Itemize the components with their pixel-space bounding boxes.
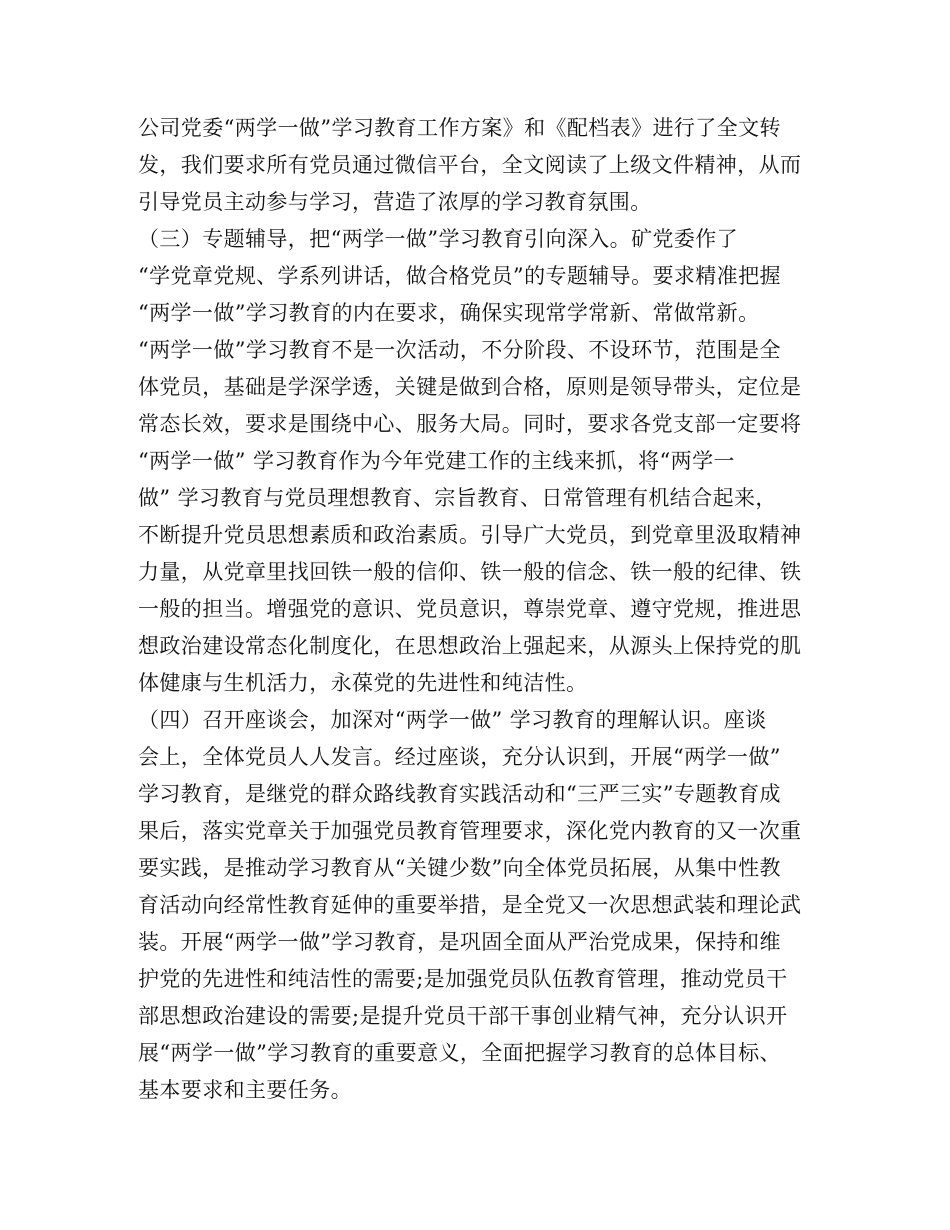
text-line: 展“两学一做”学习教育的重要意义，全面把握学习教育的总体目标、 xyxy=(138,1041,781,1065)
body-text xyxy=(138,110,818,1109)
text-line: “两学一做”学习教育不是一次活动，不分阶段、不设环节，范围是全 xyxy=(138,338,781,362)
text-line: （三）专题辅导，把“两学一做”学习教育引向深入。矿党委作了 xyxy=(138,227,739,251)
text-line: 公司党委“两学一做”学习教育工作方案》和《配档表》进行了全文转 xyxy=(138,116,781,140)
text-line: 装。开展“两学一做”学习教育，是巩固全面从严治党成果，保持和维 xyxy=(138,930,781,954)
text-line: 学习教育，是继党的群众路线教育实践活动和“三严三实”专题教育成 xyxy=(138,782,781,806)
text-line: “学党章党规、学系列讲话，做合格党员”的专题辅导。要求精准把握 xyxy=(138,264,781,288)
text-line: 做” 学习教育与党员理想教育、宗旨教育、日常管理有机结合起来， xyxy=(138,486,777,510)
text-line: （四）召开座谈会，加深对“两学一做” 学习教育的理解认识。座谈 xyxy=(138,708,767,732)
text-line: 发，我们要求所有党员通过微信平台，全文阅读了上级文件精神，从而 xyxy=(138,153,802,177)
text-line: 体党员，基础是学深学透，关键是做到合格，原则是领导带头，定位是 xyxy=(138,375,802,399)
text-line: 果后，落实党章关于加强党员教育管理要求，深化党内教育的又一次重 xyxy=(138,819,802,843)
text-line: 力量，从党章里找回铁一般的信仰、铁一般的信念、铁一般的纪律、铁 xyxy=(138,560,802,584)
text-line: “两学一做”学习教育的内在要求，确保实现常学常新、常做常新。 xyxy=(138,301,760,325)
text-line: 基本要求和主要任务。 xyxy=(138,1078,352,1102)
text-line: 要实践，是推动学习教育从“关键少数”向全体党员拓展，从集中性教 xyxy=(138,856,781,880)
text-line: 护党的先进性和纯洁性的需要;是加强党员队伍教育管理，推动党员干 xyxy=(138,967,788,991)
text-line: 引导党员主动参与学习，营造了浓厚的学习教育氛围。 xyxy=(138,190,652,214)
text-line: 育活动向经常性教育延伸的重要举措，是全党又一次思想武装和理论武 xyxy=(138,893,802,917)
text-line: 体健康与生机活力，永葆党的先进性和纯洁性。 xyxy=(138,671,588,695)
text-line: 常态长效，要求是围绕中心、服务大局。同时，要求各党支部一定要将 xyxy=(138,412,802,436)
text-line: “两学一做” 学习教育作为今年党建工作的主线来抓，将“两学一 xyxy=(138,449,735,473)
text-line: 一般的担当。增强党的意识、党员意识，尊崇党章、遵守党规，推进思 xyxy=(138,597,802,621)
text-line: 想政治建设常态化制度化，在思想政治上强起来，从源头上保持党的肌 xyxy=(138,634,802,658)
text-line: 会上，全体党员人人发言。经过座谈，充分认识到，开展“两学一做” xyxy=(138,745,781,769)
text-line: 部思想政治建设的需要;是提升党员干部干事创业精气神，充分认识开 xyxy=(138,1004,788,1028)
text-line: 不断提升党员思想素质和政治素质。引导广大党员，到党章里汲取精神 xyxy=(138,523,802,547)
